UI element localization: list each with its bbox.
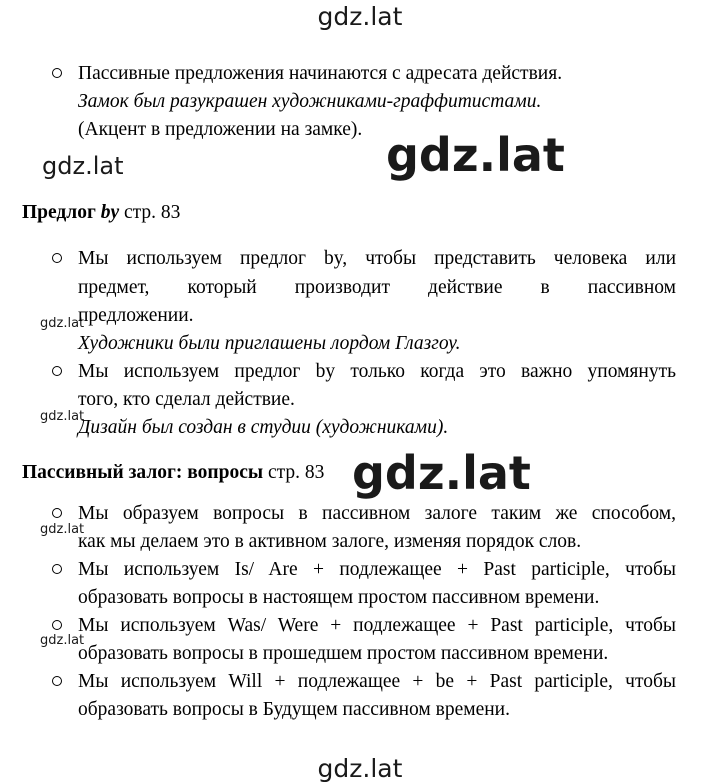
heading-page-ref: стр. 83 [263,462,325,483]
watermark-small: gdz.lat [40,633,85,648]
paragraph-line: Пассивные предложения начинаются с адресата действия. [78,63,563,84]
bullet-marker [52,564,62,574]
watermark-small: gdz.lat [40,522,85,537]
watermark-large: gdz.lat [386,128,565,182]
paragraph-line: предмет, который производит действие в пассивном [78,277,676,298]
bullet-marker [52,366,62,376]
paragraph-line: образовать вопросы в настоящем простом пассивном времени. [78,587,600,608]
paragraph-line: Мы используем Was/ Were + подлежащее + Past participle, чтобы [78,615,676,636]
example-line: Замок был разукрашен художниками-граффитистами. [78,91,542,112]
example-line: Художники были приглашены лордом Глазгоу. [78,333,461,354]
watermark-medium: gdz.lat [42,152,124,180]
heading-text-italic: by [100,202,120,223]
paragraph-line: Мы используем Will + подлежащее + be + Past participle, чтобы [78,671,676,692]
paragraph-line: того, кто сделал действие. [78,389,295,410]
watermark-small: gdz.lat [40,409,85,424]
paragraph-line: (Акцент в предложении на замке). [78,119,363,140]
watermark-small: gdz.lat [40,316,85,331]
heading-text: Предлог [22,202,101,223]
paragraph-line: Мы используем предлог by только когда это важно упомянуть [78,361,676,382]
bullet-marker [52,253,62,263]
bullet-marker [52,620,62,630]
example-line: Дизайн был создан в студии (художниками). [78,417,449,438]
paragraph-line: образовать вопросы в Будущем пассивном времени. [78,699,510,720]
paragraph-line: образовать вопросы в прошедшем простом пассивном времени. [78,643,609,664]
paragraph-line: предложении. [78,305,194,326]
section-heading [22,203,180,223]
heading-page-ref: стр. 83 [119,202,181,223]
section-heading [22,463,324,483]
bullet-marker [52,68,62,78]
bullet-marker [52,676,62,686]
paragraph-line: Мы используем Is/ Are + подлежащее + Past participle, чтобы [78,559,676,580]
heading-text: Пассивный залог: вопросы [22,462,264,483]
watermark-large: gdz.lat [352,446,531,500]
watermark-bottom: gdz.lat [317,754,403,783]
paragraph-line: Мы используем предлог by, чтобы представить человека или [78,248,676,269]
watermark-top: gdz.lat [317,2,403,31]
paragraph-line: как мы делаем это в активном залоге, изменяя порядок слов. [78,531,582,552]
bullet-marker [52,508,62,518]
paragraph-line: Мы образуем вопросы в пассивном залоге таким же способом, [78,503,676,524]
